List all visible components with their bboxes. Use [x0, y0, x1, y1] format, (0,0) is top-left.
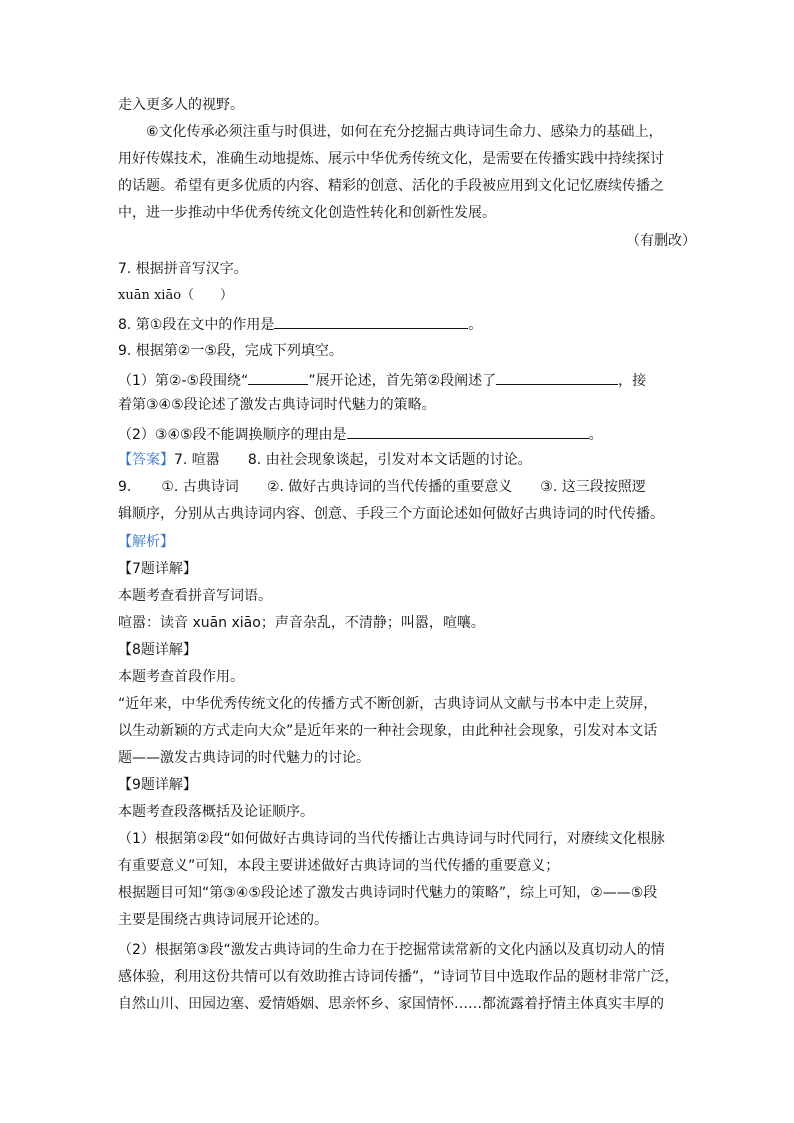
answer-9-part-3: ③. 这三段按照逻 — [540, 479, 646, 495]
text-line: 走入更多人的视野。 — [118, 97, 244, 113]
detail-9-line: 有重要意义”可知，本段主要讲述做好古典诗词的当代传播的重要意义； — [118, 858, 560, 874]
answer-9-number: 9. — [118, 479, 132, 495]
question-9: 9. 根据第②一⑤段，完成下列填空。 — [118, 343, 343, 359]
detail-7-line: 喧嚣：读音 xuān xiāo；声音杂乱，不清静；叫嚣，喧嚷。 — [118, 615, 485, 631]
detail-8-line: 以生动新颖的方式走向大众”是近年来的一种社会现象，由此种社会现象，引发对本文话 — [118, 723, 658, 739]
detail-9-line: 自然山川、田园边塞、爱情婚姻、思亲怀乡、家国情怀……都流露着抒情主体真实丰厚的 — [118, 996, 664, 1012]
detail-9-line: （1）根据第②段“如何做好古典诗词的当代传播让古典诗词与时代同行，对赓续文化根脉 — [118, 831, 665, 847]
answer-9 — [118, 478, 646, 496]
question-9-2-text: （2）③④⑤段不能调换顺序的理由是 — [118, 427, 347, 443]
analysis-tag: 【解析】 — [118, 534, 174, 550]
text-line: 的话题。希望有更多优质的内容、精彩的创意、活化的手段被应用到文化记忆赓续传播之 — [118, 178, 664, 194]
detail-9-line: 主要是围绕古典诗词展开论述的。 — [118, 912, 328, 928]
detail-8-heading: 【8题详解】 — [118, 642, 197, 658]
question-9-1-cont: 着第③④⑤段论述了激发古典诗词时代魅力的策略。 — [118, 397, 436, 413]
question-8 — [118, 314, 482, 334]
answer-9-part-1: ①. 古典诗词 — [161, 479, 239, 495]
answer-blank[interactable] — [347, 424, 589, 439]
answer-blank[interactable] — [274, 314, 468, 329]
answer-blank[interactable] — [496, 370, 618, 385]
question-7: 7. 根据拼音写汉字。 — [118, 261, 248, 277]
detail-9-line: 本题考查段落概括及论证顺序。 — [118, 804, 314, 820]
question-7-pinyin: xuān xiāo（ ） — [118, 288, 234, 303]
question-8-end: 。 — [468, 317, 483, 333]
detail-7-heading: 【7题详解】 — [118, 561, 197, 577]
answer-9-part-2: ②. 做好古典诗词的当代传播的重要意义 — [266, 479, 513, 495]
detail-9-line: 感体验，利用这份共情可以有效助推古诗词传播”，“诗词节目中选取作品的题材非常广泛， — [118, 969, 679, 985]
detail-9-line: （2）根据第③段“激发古典诗词的生命力在于挖掘常读常新的文化内涵以及真切动人的情 — [118, 942, 665, 958]
answer-line — [118, 451, 532, 469]
detail-9-line: 根据题目可知“第③④⑤段论述了激发古典诗词时代魅力的策略”，综上可知，②——⑤段 — [118, 885, 658, 901]
question-9-1-text: （1）第②-⑤段围绕“ — [118, 373, 249, 389]
detail-8-line: “近年来，中华优秀传统文化的传播方式不断创新，古典诗词从文献与书本中走上荧屏， — [118, 696, 658, 712]
answer-tag: 【答案】 — [118, 452, 174, 468]
question-9-1 — [118, 370, 646, 390]
question-9-1-text: ”展开论述，首先第②段阐述了 — [308, 373, 497, 389]
question-9-2-end: 。 — [588, 427, 603, 443]
detail-7-line: 本题考查看拼音写词语。 — [118, 588, 272, 604]
question-9-2 — [118, 424, 603, 444]
answer-7: 7. 喧嚣 — [174, 452, 220, 468]
answer-blank[interactable] — [248, 370, 308, 385]
question-8-text: 8. 第①段在文中的作用是 — [118, 317, 275, 333]
source-note: （有删改） — [626, 233, 696, 249]
question-9-1-text: ，接 — [618, 373, 647, 389]
paragraph-6: ⑥文化传承必须注重与时俱进，如何在充分挖掘古典诗词生命力、感染力的基础上， — [146, 124, 663, 140]
detail-9-heading: 【9题详解】 — [118, 777, 197, 793]
detail-8-line: 本题考查首段作用。 — [118, 669, 244, 685]
detail-8-line: 题——激发古典诗词的时代魅力的讨论。 — [118, 750, 370, 766]
text-line: 用好传媒技术，准确生动地提炼、展示中华优秀传统文化，是需要在传播实践中持续探讨 — [118, 151, 664, 167]
answer-8: 8. 由社会现象谈起，引发对本文话题的讨论。 — [247, 452, 532, 468]
answer-9-cont: 辑顺序，分别从古典诗词内容、创意、手段三个方面论述如何做好古典诗词的时代传播。 — [118, 506, 664, 522]
text-line: 中，进一步推动中华优秀传统文化创造性转化和创新性发展。 — [118, 205, 496, 221]
